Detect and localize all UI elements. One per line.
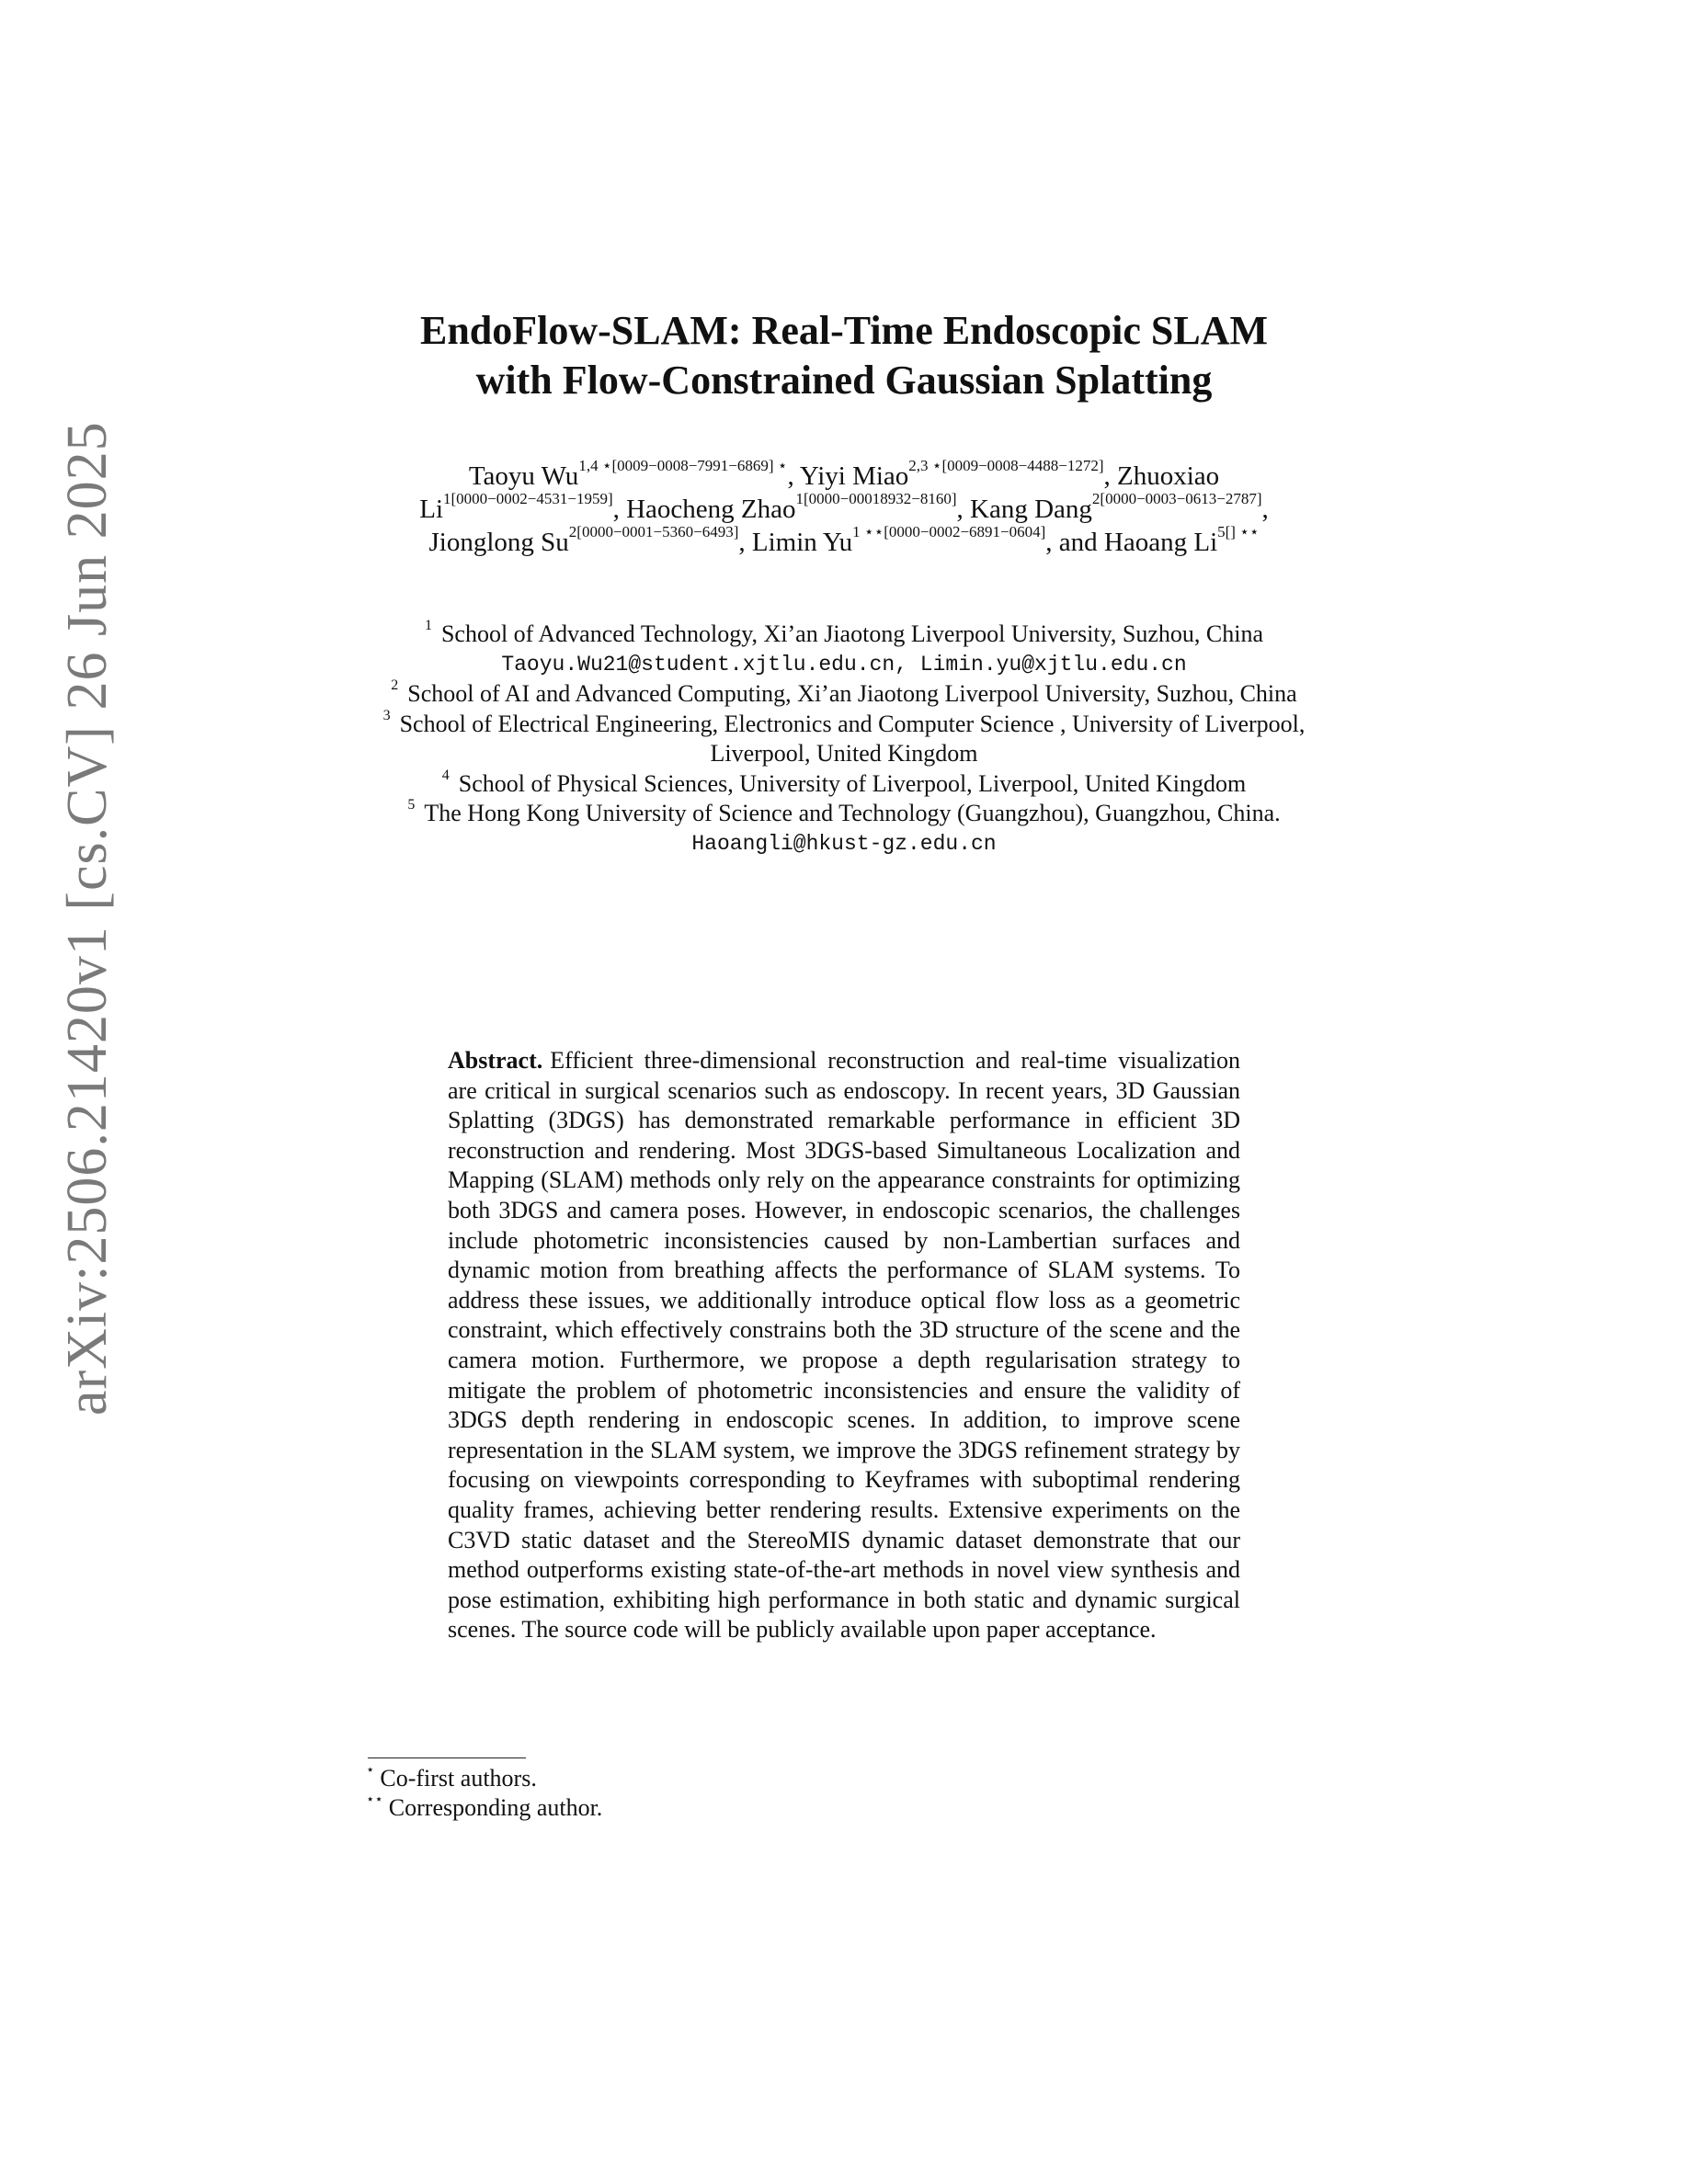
affiliation-2: $^2$ School of AI and Advanced Computing, Xi’an Jiaotong Liverpool University, Suzhou, China xyxy=(391,677,1297,707)
abstract-text: Efficient three-dimensional reconstruction and real-time visualization are critical in surgical scenarios such as endoscopy. In recent years, 3D Gaussian Splatting (3DGS) has demonstrated remarkable performance in efficient 3D reconstruction and rendering. Most 3DGS-based Simultaneous Localization and Mapping (SLAM) methods only rely on the appearance constraints for optimizing both 3DGS and camera poses. However, in endoscopic scenarios, the challenges include photometric inconsistencies caused by non-Lambertian surfaces and dynamic motion from breathing affects the performance of SLAM systems. To address these issues, we additionally introduce optical flow loss as a geometric constraint, which effectively constrains both the 3D structure of the scene and the camera motion. Furthermore, we propose a depth regularisation strategy to mitigate the problem of photometric inconsistencies and ensure the validity of 3DGS depth rendering in endoscopic scenes. In addition, to improve scene representation in the SLAM system, we improve the 3DGS refinement strategy by focusing on viewpoints corresponding to Keyframes with suboptimal rendering quality frames, achieving better rendering results. Extensive experiments on the C3VD static dataset and the StereoMIS dynamic dataset demonstrate that our method outperforms existing state-of-the-art methods in novel view synthesis and pose estimation, exhibiting high performance in both static and dynamic surgical scenes. The source code will be publicly available upon paper acceptance. xyxy=(448,1047,1240,1644)
arxiv-side-stamp: arXiv:2506.21420v1 [cs.CV] 26 Jun 2025 xyxy=(56,421,119,1416)
author-name: , Haocheng Zhao xyxy=(612,495,796,524)
author-name: , and Haoang Li xyxy=(1045,528,1218,557)
author-superscript: 1[0000−00018932−8160] xyxy=(795,490,957,508)
affiliation-3: $^3$ School of Electrical Engineering, Electronics and Computer Science , University of Liverpool, Liverpool, United Kingdom xyxy=(382,707,1306,767)
author-name: , Kang Dang xyxy=(956,495,1092,524)
author-superscript: 2,3 ⋆[0009−0008−4488−1272] xyxy=(908,457,1104,475)
author-name: , Zhuoxiao Li xyxy=(419,461,1220,524)
author-superscript: 2[0000−0003−0613−2787] xyxy=(1091,490,1262,508)
affiliation-4: $^4$ School of Physical Sciences, University of Liverpool, Liverpool, United Kingdom xyxy=(441,767,1247,797)
abstract xyxy=(448,1046,1240,1645)
affiliation-5: $^5$ The Hong Kong University of Science and Technology (Guangzhou), Guangzhou, China. xyxy=(407,797,1281,826)
author-name: Taoyu Wu xyxy=(468,461,579,491)
affiliation-1: $^1$ School of Advanced Technology, Xi’an Jiaotong Liverpool University, Suzhou, China xyxy=(424,618,1264,647)
title-line-2: with Flow-Constrained Gaussian Splatting xyxy=(475,358,1213,403)
footnote-corresponding: ⋆⋆ Corresponding author. xyxy=(366,1792,603,1821)
affiliation-1-email: Taoyu.Wu21@student.xjtlu.edu.cn, Limin.yu@xjtlu.edu.cn xyxy=(501,652,1187,677)
footnotes xyxy=(366,1764,1009,1823)
title-line-1: EndoFlow-SLAM: Real-Time Endoscopic SLAM xyxy=(419,308,1269,353)
author-superscript: 1[0000−0002−4531−1959] xyxy=(443,490,613,508)
footnote-co-first: ⋆ Co-first authors. xyxy=(366,1763,537,1792)
author-superscript: 5[] ⋆⋆ xyxy=(1217,523,1260,541)
author-name: , Jionglong Su xyxy=(428,495,1269,557)
author-name: , Yiyi Miao xyxy=(787,461,909,491)
author-list xyxy=(368,457,1320,559)
author-superscript: 2[0000−0001−5360−6493] xyxy=(568,523,739,541)
affiliation-5-email: Haoangli@hkust-gz.edu.cn xyxy=(691,831,997,856)
affiliation-list xyxy=(359,620,1329,859)
author-name: , Limin Yu xyxy=(738,528,853,557)
author-superscript: 1 ⋆⋆[0000−0002−6891−0604] xyxy=(852,523,1046,541)
abstract-label: Abstract. xyxy=(448,1047,543,1074)
paper-title xyxy=(276,306,1412,405)
author-superscript: 1,4 ⋆[0009−0008−7991−6869] ⋆ xyxy=(578,457,788,475)
footnote-divider xyxy=(368,1757,526,1758)
